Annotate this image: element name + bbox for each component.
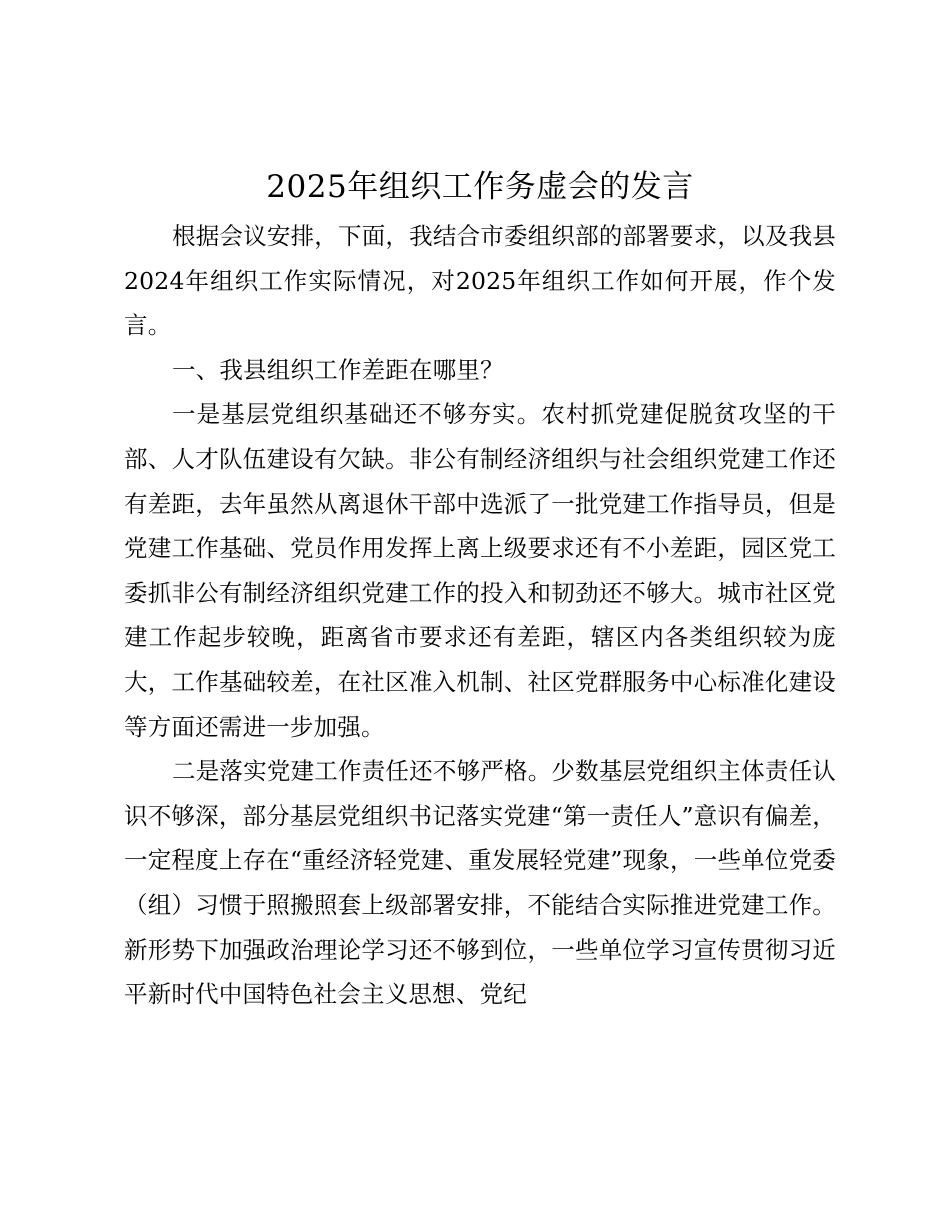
section-heading-gaps: 一、我县组织工作差距在哪里？: [172, 355, 504, 384]
paragraph-intro: 根据会议安排，下面，我结合市委组织部的部署要求，以及我县2024年组织工作实际情况，对2025年组织工作如何开展，作个发言。: [124, 222, 836, 340]
document-body: [124, 160, 836, 1017]
paragraph-point-one: 一是基层党组织基础还不够夯实。农村抓党建促脱贫攻坚的干部、人才队伍建设有欠缺。非公有制经济组织与社会组织党建工作还有差距，去年虽然从离退休干部中选派了一批党建工作指导员，但是党建工作基础、党员作用发挥上离上级要求还有不小差距，园区党工委抓非公有制经济组织党建工作的投入和韧劲还不够大。城市社区党建工作起步较晚，距离省市要求还有差距，辖区内各类组织较为庞大，工作基础较差，在社区准入机制、社区党群服务中心标准化建设等方面还需进一步加强。: [124, 400, 836, 741]
document-title: 2025年组织工作务虚会的发言: [266, 169, 694, 205]
paragraph-point-two: 二是落实党建工作责任还不够严格。少数基层党组织主体责任认识不够深，部分基层党组织书记落实党建“第一责任人”意识有偏差，一定程度上存在“重经济轻党建、重发展轻党建”现象，一些单位党委（组）习惯于照搬照套上级部署安排，不能结合实际推进党建工作。新形势下加强政治理论学习还不够到位，一些单位学习宣传贯彻习近平新时代中国特色社会主义思想、党纪: [124, 757, 836, 1009]
